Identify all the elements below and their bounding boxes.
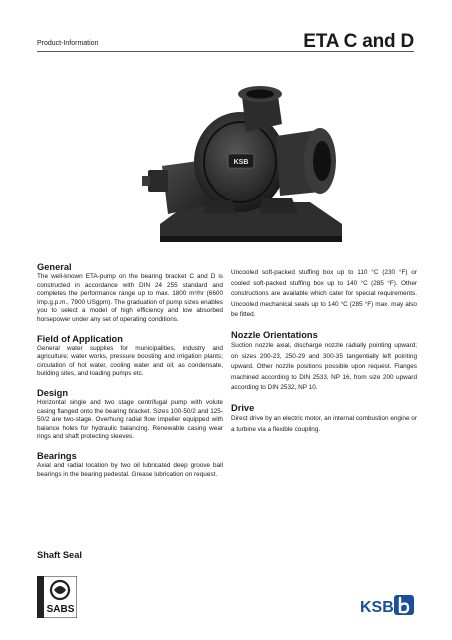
nozzle-heading: Nozzle Orientations (231, 329, 318, 340)
header-divider (37, 51, 414, 52)
general-text: The well-known ETA-pump on the bearing bracket C and D is constructed in accordance with DIN 24 255 standard and completes the performance range up to max. 1800 m³/hr (6600 Imp.g.p.m., 7900 USgpm). The graduation of pump sizes enables you to select a model of high efficiency and low absorbed horsepower under any set of operating conditions. (37, 273, 223, 323)
sabs-text: SABS (46, 604, 75, 615)
drive-text: Direct drive by an electric motor, an internal combustion engine or a turbine via a flexible coupling. (231, 414, 417, 433)
section-design (37, 388, 223, 442)
design-text: Horizontal single and two stage centrifugal pump with volute casing flanged onto the bearing bracket. Sizes 100-50/2 and 125-50/2 are two-stage. Overhung radial flow impeller equipped with balance holes for hydraulic balancing. Renewable casing wear rings and shaft protecting sleeves. (37, 398, 223, 441)
section-field-of-application (37, 334, 223, 379)
design-heading: Design (37, 387, 68, 398)
section-general (37, 262, 223, 325)
pump-photo (142, 74, 352, 254)
bearings-text: Axial and radial location by two oil lubricated deep groove ball bearings in the bearing pedestal. Grease lubrication on request. (37, 461, 223, 478)
sabs-logo (37, 576, 77, 618)
section-nozzle-orientations (231, 330, 417, 394)
section-bearings (37, 451, 223, 479)
left-column (37, 262, 223, 488)
drive-heading: Drive (231, 402, 255, 413)
right-column (231, 268, 417, 444)
ksb-text: KSB (360, 599, 394, 616)
nozzle-text: Suction nozzle axial, discharge nozzle radially pointing upward; on sizes 200-23, 250-29 and 300-35 tangentially left pointing upward. Other nozzle positions possible upon request. Flanges machined according to DIN 2533, NP 16, from size 200 upward according to DIN 2532, NP 10. (231, 341, 417, 392)
pump-badge: KSB (233, 159, 249, 166)
header-label: Product-Information (37, 40, 99, 47)
section-shaft-seal-text (231, 268, 417, 321)
shaft-seal-heading: Shaft Seal (37, 550, 82, 560)
general-heading: General (37, 262, 72, 272)
section-drive (231, 403, 417, 435)
shaft-seal-text: Uncooled soft-packed stuffing box up to 110 °C (230 °F) or cooled soft-packed stuffing box up to 140 °C (285 °F). Other constructions are available which cater for special requirements. Uncooled mechanical seals up to 140 °C (285 °F) max. may also be fitted. (231, 269, 417, 319)
bearings-heading: Bearings (37, 450, 77, 461)
field-text: General water supplies for municipalities, industry and agriculture; water works, pressure boosting and irrigation plants; circulation of hot water, cooling water and oil; as condensate, building sites, and loading pumps etc. (37, 344, 223, 378)
page-title: ETA C and D (303, 31, 414, 52)
ksb-logo (360, 592, 416, 618)
field-heading: Field of Application (37, 333, 123, 344)
